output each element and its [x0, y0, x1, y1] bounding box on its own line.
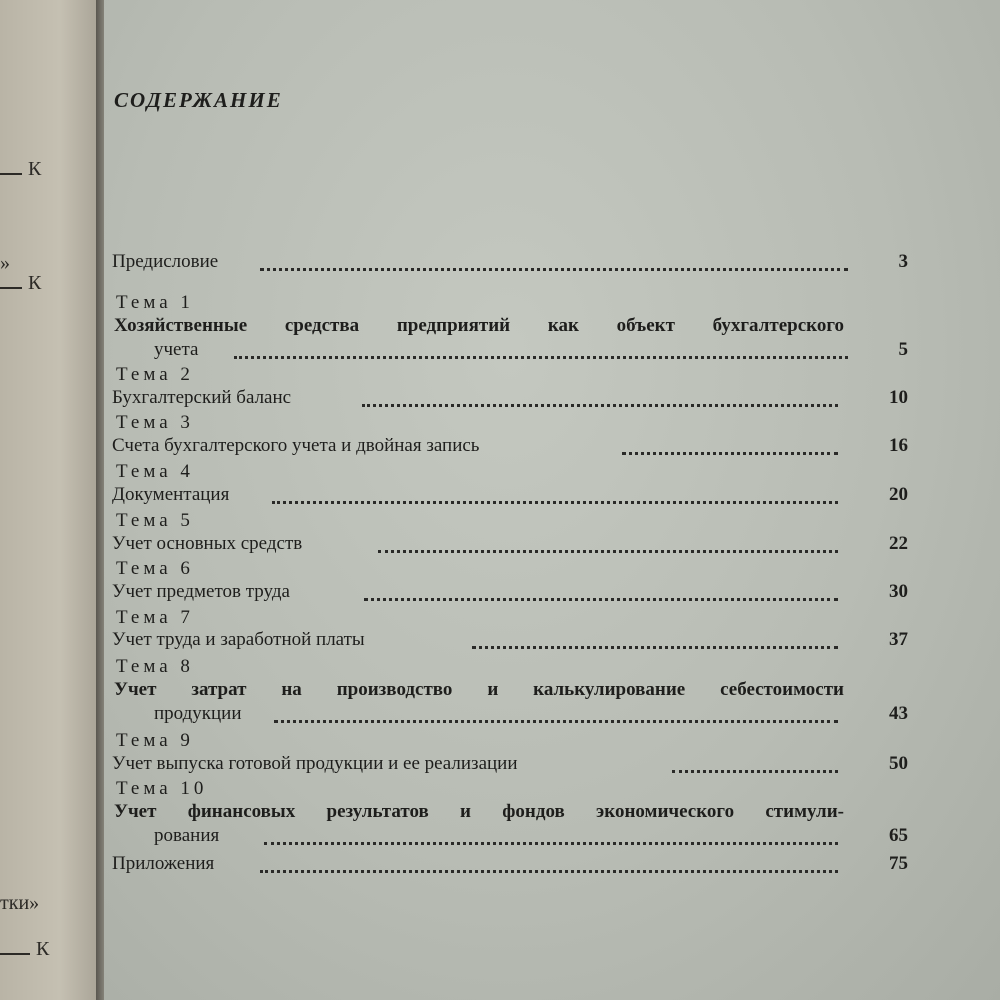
toc-entry [112, 580, 908, 604]
toc-entry-preface [112, 250, 908, 274]
toc-entry-line: Учет затрат на производство и калькулирование себестоимости [114, 679, 844, 700]
dot-leader [260, 846, 838, 873]
toc-entry-label: Документация [112, 484, 230, 505]
left-page-fragment: » [0, 252, 10, 274]
dot-leader [272, 477, 838, 504]
toc-page-number: 20 [889, 484, 908, 505]
toc-page-number: 43 [889, 703, 908, 724]
toc-page-number: 22 [889, 533, 908, 554]
toc-entry-label: Учет предметов труда [112, 581, 290, 602]
toc-entry-label: продукции [154, 703, 242, 724]
toc-entry-label: учета [154, 339, 199, 360]
toc-page-number: 65 [889, 825, 908, 846]
theme-heading: Тема 8 [116, 656, 194, 677]
theme-heading: Тема 10 [116, 778, 208, 799]
toc-entry [112, 628, 908, 652]
theme-heading: Тема 5 [116, 510, 194, 531]
toc-page-number: 16 [889, 435, 908, 456]
toc-entry [154, 702, 908, 726]
theme-heading: Тема 3 [116, 412, 194, 433]
theme-heading: Тема 6 [116, 558, 194, 579]
toc-entry [112, 386, 908, 410]
dot-leader [622, 428, 838, 455]
theme-heading: Тема 7 [116, 607, 194, 628]
toc-entry-label: Учет труда и заработной платы [112, 629, 365, 650]
toc-page-number: 3 [898, 251, 908, 272]
contents-page [104, 0, 1000, 1000]
theme-heading: Тема 9 [116, 730, 194, 751]
left-page-fragment: К [0, 938, 49, 961]
dot-leader [260, 244, 848, 271]
toc-entry-label: Предисловие [112, 251, 219, 272]
toc-entry [112, 483, 908, 507]
dot-leader [672, 746, 838, 773]
dot-leader [378, 526, 838, 553]
toc-entry-label: Счета бухгалтерского учета и двойная запись [112, 435, 480, 456]
page-title: СОДЕРЖАНИЕ [114, 88, 283, 112]
toc-page-number: 50 [889, 753, 908, 774]
toc-page-number: 5 [898, 339, 908, 360]
toc-page-number: 30 [889, 581, 908, 602]
left-page-fragment: К [0, 272, 41, 295]
left-page-fragment: К [0, 158, 41, 181]
toc-entry [112, 434, 908, 458]
dot-leader [264, 818, 838, 845]
toc-page-number: 37 [889, 629, 908, 650]
dot-leader [362, 380, 838, 407]
toc-entry-label: рования [154, 825, 220, 846]
toc-page-number: 10 [889, 387, 908, 408]
toc-page-number: 75 [889, 853, 908, 874]
dot-leader [472, 622, 838, 649]
theme-heading: Тема 1 [116, 292, 194, 313]
toc-entry-label: Учет выпуска готовой продукции и ее реализации [112, 753, 518, 774]
toc-entry-appendix [112, 852, 908, 876]
toc-entry-line: Учет финансовых результатов и фондов экономического стимули- [114, 801, 844, 822]
toc-entry [112, 532, 908, 556]
dot-leader [234, 332, 848, 359]
previous-page-edge [0, 0, 100, 1000]
toc-entry-label: Учет основных средств [112, 533, 303, 554]
toc-entry-label: Приложения [112, 853, 215, 874]
toc-entry-label: Бухгалтерский баланс [112, 387, 292, 408]
dot-leader [274, 696, 838, 723]
theme-heading: Тема 4 [116, 461, 194, 482]
dot-leader [364, 574, 838, 601]
toc-entry [112, 752, 908, 776]
toc-entry-line: Хозяйственные средства предприятий как объект бухгалтерского [114, 315, 844, 336]
left-page-fragment: тки» [0, 892, 40, 914]
theme-heading: Тема 2 [116, 364, 194, 385]
toc-entry [154, 338, 908, 362]
toc-entry [154, 824, 908, 848]
